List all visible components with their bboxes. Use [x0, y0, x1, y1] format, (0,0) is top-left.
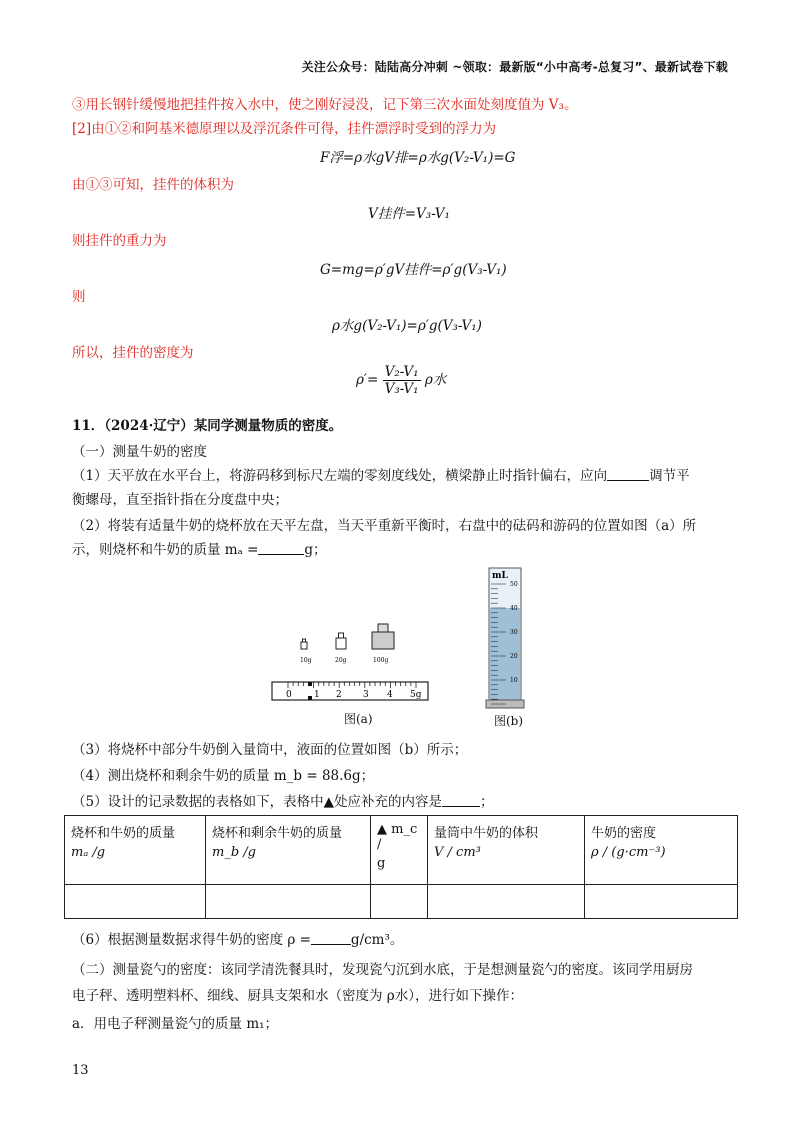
table-header-row [65, 816, 738, 885]
cylinder-tick-label-50: 50 [510, 581, 518, 588]
equation-volume: V挂件=V₃-V₁ [368, 206, 450, 222]
step5-text-end: ； [479, 794, 494, 810]
solution-text4: 则 [72, 289, 86, 305]
figure-b-cylinder [484, 566, 526, 710]
solution-text2: 由①③可知，挂件的体积为 [72, 177, 234, 193]
page-number: 13 [72, 1063, 89, 1078]
weight-10g-icon [301, 639, 307, 649]
question-step1-cont: 衡螺母，直至指针指在分度盘中央； [72, 492, 288, 508]
solution-text3: 则挂件的重力为 [72, 233, 167, 249]
header-unit: mₐ /g [71, 845, 106, 860]
step1-text: （1）天平放在水平台上，将游码移到标尺左端的零刻度线处，横梁静止时指针偏右，应向 [72, 468, 608, 484]
step1-text-end: 调节平 [649, 468, 690, 484]
scale-label-1: 1 [314, 690, 320, 700]
table-header-cell [428, 816, 585, 885]
answer-blank-4[interactable] [311, 932, 351, 945]
figure-a-caption: 图(a) [344, 712, 373, 726]
scale-label-3: 3 [363, 690, 369, 700]
scale-label-4: 4 [387, 690, 393, 700]
header-unit: m_b /g [212, 845, 256, 860]
question-step1 [72, 464, 690, 484]
equation-density-numerator: V₂-V₁ [384, 364, 419, 380]
table-header-cell [585, 816, 738, 885]
cylinder-tick-label-40: 40 [510, 605, 518, 612]
equation-density-lhs: ρ′= [356, 372, 379, 388]
equation-density-rhs: ρ水 [424, 372, 447, 388]
question-step2: （2）将装有适量牛奶的烧杯放在天平左盘，当天平重新平衡时，右盘中的砝码和游码的位置如图（a）所 [72, 518, 697, 534]
table-cell[interactable] [206, 884, 371, 918]
cylinder-tick-label-10: 10 [510, 677, 518, 684]
weight-label-100g: 100g [373, 657, 389, 664]
step2-text-end: g； [304, 542, 327, 558]
record-table [64, 815, 738, 919]
table-cell[interactable] [371, 884, 428, 918]
solution-part2: [2]由①②和阿基米德原理以及浮沉条件可得，挂件漂浮时受到的浮力为 [72, 121, 497, 137]
table-row [65, 884, 738, 918]
step5-text: （5）设计的记录数据的表格如下，表格中▲处应补充的内容是 [72, 794, 442, 810]
question-step2-cont [72, 538, 327, 558]
weight-20g-icon [336, 633, 346, 649]
table-header-cell [206, 816, 371, 885]
rider-top [308, 682, 312, 686]
equation-buoyancy: F浮=ρ水gV排=ρ水g(V₂-V₁)=G [320, 150, 516, 166]
question-step-a: a．用电子秤测量瓷勺的质量 m₁； [72, 1016, 279, 1032]
cylinder-tick-label-20: 20 [510, 653, 518, 660]
question-title: 11．（2024·辽宁）某同学测量物质的密度。 [72, 418, 343, 434]
scale-label-5: 5g [410, 690, 422, 700]
header-text: 牛奶的密度 [591, 826, 657, 841]
answer-blank-1[interactable] [607, 468, 649, 481]
header-text: ▲ m_c / [377, 822, 418, 852]
header-unit: V / cm³ [434, 845, 481, 860]
question-part1: （一）测量牛奶的密度 [72, 444, 207, 460]
scale-label-0: 0 [286, 690, 292, 700]
page-header: 关注公众号：陆陆高分冲刺 ~领取：最新版“小中高考-总复习”、最新试卷下载 [301, 60, 728, 74]
header-unit: ρ / (g·cm⁻³) [591, 845, 666, 860]
solution-text5: 所以，挂件的密度为 [72, 345, 194, 361]
weight-100g-icon [372, 624, 394, 649]
scale-bar [272, 682, 428, 700]
table-header-cell [371, 816, 428, 885]
step2-text: 示，则烧杯和牛奶的质量 mₐ = [72, 542, 259, 558]
cylinder-tick-label-30: 30 [510, 629, 518, 636]
answer-blank-2[interactable] [258, 542, 304, 555]
figure-b-caption: 图(b) [494, 714, 524, 728]
question-step5 [72, 790, 493, 810]
rider-bottom [308, 696, 312, 700]
weight-label-20g: 20g [335, 657, 347, 664]
header-text: 烧杯和牛奶的质量 [71, 826, 176, 841]
question-part2: （二）测量瓷勺的密度：该同学清洗餐具时，发现瓷勺沉到水底，于是想测量瓷勺的密度。该同学用厨房 [72, 962, 693, 978]
question-step4: （4）测出烧杯和剩余牛奶的质量 m_b = 88.6g； [72, 768, 375, 784]
table-cell[interactable] [585, 884, 738, 918]
equation-density-denominator: V₃-V₁ [384, 381, 419, 397]
table-cell[interactable] [428, 884, 585, 918]
table-header-cell [65, 816, 206, 885]
equation-gravity: G=mg=ρ′gV挂件=ρ′g(V₃-V₁) [320, 262, 507, 278]
step6-text-end: g/cm³。 [350, 932, 404, 948]
equation-density-fraction [383, 364, 421, 397]
question-step3: （3）将烧杯中部分牛奶倒入量筒中，液面的位置如图（b）所示； [72, 742, 468, 758]
equation-equal: ρ水g(V₂-V₁)=ρ′g(V₃-V₁) [332, 318, 482, 334]
header-text: 烧杯和剩余牛奶的质量 [212, 826, 343, 841]
weight-label-10g: 10g [300, 657, 312, 664]
question-step6 [72, 928, 403, 948]
answer-blank-3[interactable] [442, 794, 480, 807]
step6-text: （6）根据测量数据求得牛奶的密度 ρ = [72, 932, 311, 948]
question-part2-cont: 电子秤、透明塑料杯、细线、厨具支架和水（密度为 ρ水），进行如下操作： [72, 988, 523, 1004]
equation-density [356, 364, 446, 397]
solution-step3: ③用长钢针缓慢地把挂件按入水中，使之刚好浸没，记下第三次水面处刻度值为 V₃。 [72, 97, 578, 113]
header-text: 量筒中牛奶的体积 [434, 826, 539, 841]
table-cell[interactable] [65, 884, 206, 918]
scale-label-2: 2 [336, 690, 342, 700]
cylinder-unit-label: mL [492, 571, 508, 581]
figure-a-balance [270, 620, 430, 710]
header-unit: g [377, 856, 386, 871]
